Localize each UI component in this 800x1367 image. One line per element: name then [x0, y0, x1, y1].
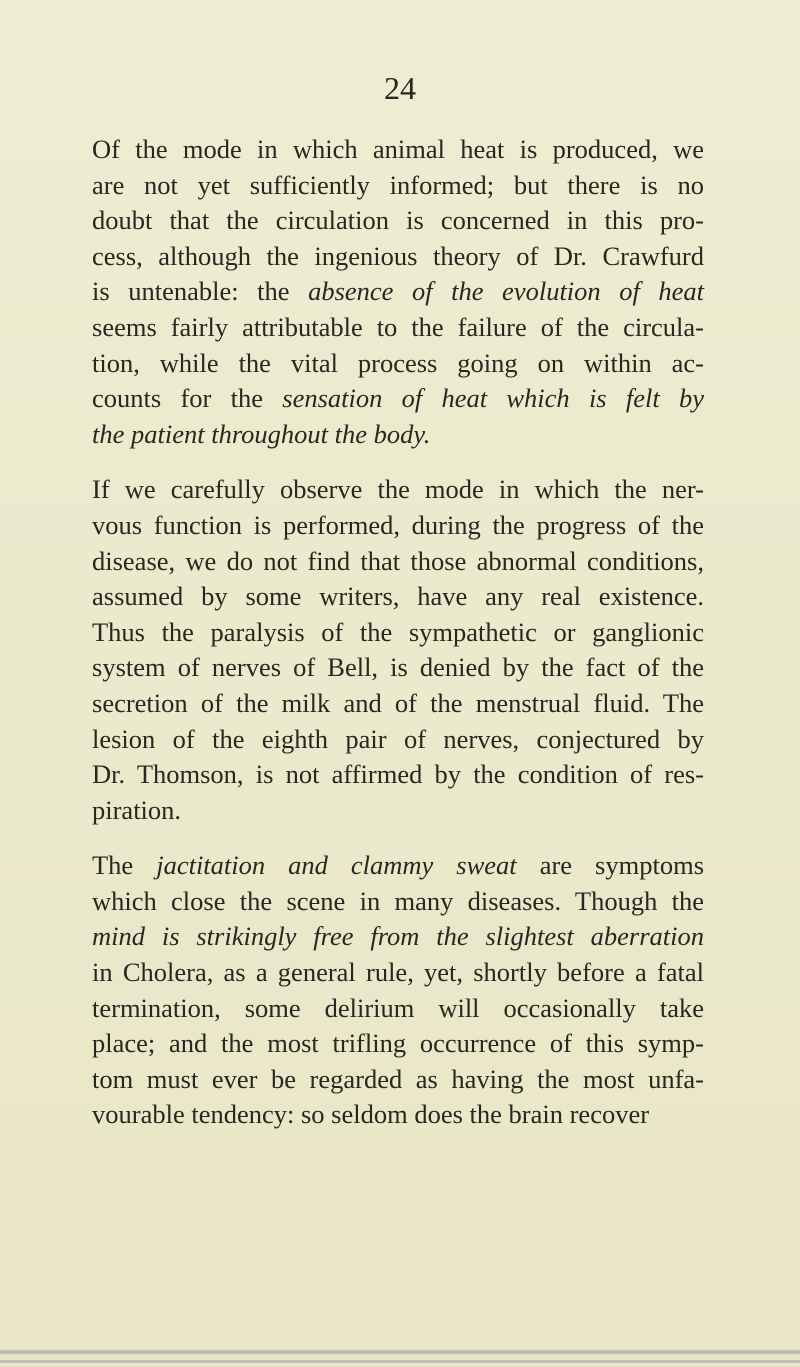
- text-line: [92, 1026, 704, 1062]
- text-run: vourable tendency: so seldom does the brain recover: [92, 1099, 650, 1130]
- text-line: [92, 132, 704, 168]
- text-run: counts for the: [92, 383, 283, 414]
- text-run: system of nerves of Bell, is denied by the fact of the: [92, 652, 704, 683]
- text-line: [92, 579, 704, 615]
- italic-text: sensation of heat which is felt by: [282, 383, 704, 414]
- text-run: The: [92, 850, 157, 881]
- text-line: [92, 168, 704, 204]
- text-run: Thus the paralysis of the sympathetic or ganglionic: [92, 616, 704, 647]
- text-line: [92, 793, 704, 829]
- text-line: [92, 722, 704, 758]
- text-run: tom must ever be regarded as having the most unfa-: [92, 1063, 704, 1094]
- text-run: which close the scene in many diseases. Though the: [92, 885, 704, 916]
- text-run: are symptoms: [516, 850, 705, 881]
- text-run: tion, while the vital process going on within ac-: [92, 347, 704, 378]
- text-run: secretion of the milk and of the menstrual fluid. The: [92, 687, 704, 718]
- text-line: [92, 239, 704, 275]
- paragraph-gap: [92, 452, 704, 472]
- text-line: [92, 848, 704, 884]
- text-run: cess, although the ingenious theory of Dr. Crawfurd: [92, 240, 704, 271]
- paragraph-gap: [92, 828, 704, 848]
- body-text: [92, 132, 704, 1133]
- text-line: [92, 686, 704, 722]
- text-line: [92, 381, 704, 417]
- page-edge-shadow: [0, 1349, 800, 1355]
- italic-text: absence of the evolution of heat: [308, 276, 704, 307]
- text-run: Dr. Thomson, is not affirmed by the condition of res-: [92, 759, 704, 790]
- text-line: [92, 1062, 704, 1098]
- text-run: doubt that the circulation is concerned in this pro-: [92, 205, 704, 236]
- text-line: [92, 650, 704, 686]
- text-run: is untenable: the: [92, 276, 309, 307]
- italic-text: the patient throughout the body.: [92, 418, 431, 449]
- text-run: are not yet sufficiently informed; but there is no: [92, 169, 704, 200]
- text-line: [92, 417, 704, 453]
- text-run: seems fairly attributable to the failure of the circula-: [92, 311, 704, 342]
- text-run: disease, we do not find that those abnormal conditions,: [92, 545, 704, 576]
- text-line: [92, 310, 704, 346]
- text-line: [92, 991, 704, 1027]
- text-line: [92, 544, 704, 580]
- page-number: 24: [384, 70, 416, 106]
- text-line: [92, 919, 704, 955]
- text-run: assumed by some writers, have any real existence.: [92, 581, 704, 612]
- text-line: [92, 955, 704, 991]
- text-run: vous function is performed, during the progress of the: [92, 509, 704, 540]
- text-line: [92, 1097, 704, 1133]
- text-run: termination, some delirium will occasionally take: [92, 992, 704, 1023]
- italic-text: jactitation and clammy sweat: [156, 850, 517, 881]
- italic-text: mind is strikingly free from the slightest aberration: [92, 921, 704, 952]
- paragraph: [92, 848, 704, 1133]
- text-line: [92, 508, 704, 544]
- text-run: piration.: [92, 794, 182, 825]
- text-line: [92, 274, 704, 310]
- text-line: [92, 884, 704, 920]
- text-run: lesion of the eighth pair of nerves, conjectured by: [92, 723, 704, 754]
- text-line: [92, 203, 704, 239]
- text-run: place; and the most trifling occurrence of this symp-: [92, 1028, 704, 1059]
- text-run: in Cholera, as a general rule, yet, shortly before a fatal: [92, 957, 704, 988]
- text-line: [92, 757, 704, 793]
- paragraph: [92, 472, 704, 828]
- text-line: [92, 615, 704, 651]
- text-run: If we carefully observe the mode in which the ner-: [92, 474, 704, 505]
- text-run: Of the mode in which animal heat is produced, we: [92, 134, 704, 164]
- text-line: [92, 472, 704, 508]
- paragraph: [92, 132, 704, 452]
- page-edge-line: [0, 1360, 800, 1363]
- text-line: [92, 346, 704, 382]
